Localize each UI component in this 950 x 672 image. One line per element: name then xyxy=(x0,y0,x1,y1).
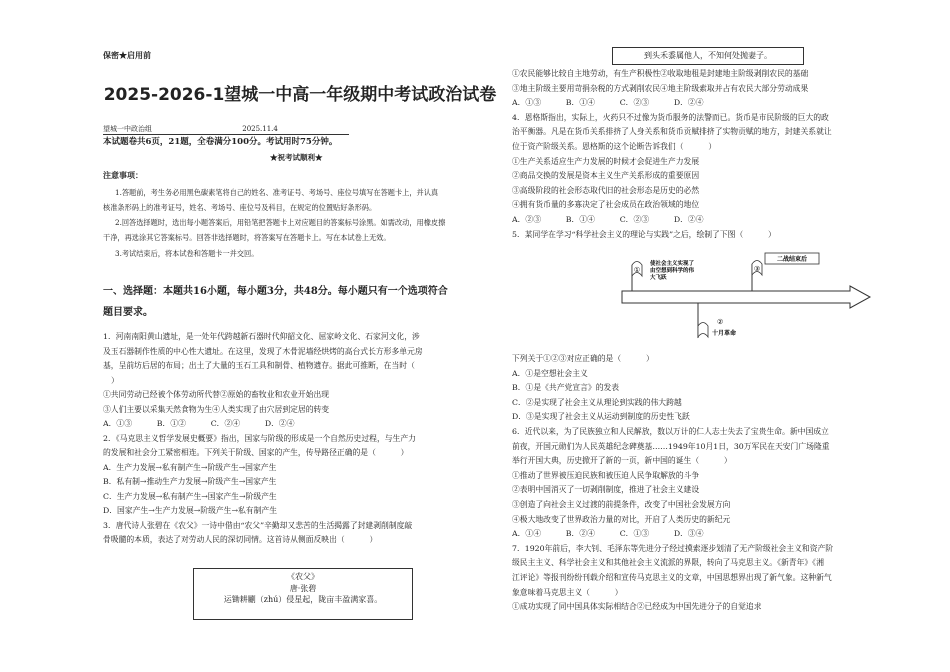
question-line: A．①是空想社会主义 xyxy=(512,368,588,378)
org-line xyxy=(103,124,349,135)
question-line: ①农民能够比较自主地劳动，有生产积极性②收取地租是封建地主阶级剥削农民的基础 xyxy=(512,69,809,78)
question-line: A．①③ B．①② C．②④ D．②④ xyxy=(103,419,295,428)
question-line: ） xyxy=(111,375,119,385)
question-line: A．①③ B．①④ C．②③ D．②④ xyxy=(512,98,704,108)
flag-2-icon xyxy=(698,323,708,338)
note-item: 核准条形码上的准考证号，姓名、考场号、座位号及科目，在规定的位置贴好条形码。 xyxy=(103,203,377,213)
notes-list xyxy=(103,185,508,261)
org-date: 2025.11.4 xyxy=(242,125,278,133)
question-line: ②表明中国消灭了一切剥削制度，推进了社会主义建设 xyxy=(512,485,700,495)
question-line: ①共同劳动已经被个体劳动所代替②原始的畜牧业和农业开始出现 xyxy=(103,390,330,399)
question-line: 4．恩格斯指出，实际上，火药只不过像为货币服务的法警而已。货币是市民阶级的巨大的政 xyxy=(512,112,829,122)
section-heading xyxy=(103,281,513,323)
question-line: 6．近代以来，为了民族独立和人民解放，数以万计的仁人志士失去了宝贵生命。新中国成立 xyxy=(512,426,829,436)
wish-text: ★祝考试顺利★ xyxy=(270,153,323,162)
section-line: 题目要求。 xyxy=(103,307,153,318)
note-item: 3.考试结束后，将本试卷和答题卡一并交回。 xyxy=(115,248,259,258)
timeline-diagram xyxy=(620,250,880,360)
question-line: ①生产关系适应生产力发展的时候才会促进生产力发展 xyxy=(512,156,700,166)
question-line: 2．《马克思主义哲学发展史概要》指出，国家与阶级的形成是一个自然历史过程，与生产力 xyxy=(103,433,416,443)
diagram-num-2: ② xyxy=(717,318,724,326)
question-line: ③地主阶级主要用苛捐杂税的方式剥削农民④地主阶级索取并占有农民大部分劳动成果 xyxy=(512,83,809,93)
question-line: 举行开国大典，历史掀开了新的一页，新中国的诞生（ ） xyxy=(512,456,732,466)
question-line: 级民主主义、科学社会主义和其他社会主义流派的界限，转向了马克思主义。《新青年》《湘 xyxy=(512,558,824,568)
question-line: D．③是实现了社会主义从运动到制度的历史性飞跃 xyxy=(512,412,690,422)
poem-box-continued: 到头禾黍属他人，不知何处抛妻子。 xyxy=(612,47,804,65)
left-questions xyxy=(103,330,508,548)
question-line: ④极大地改变了世界政治力量的对比，开启了人类历史的新纪元 xyxy=(512,514,731,524)
question-line: 骨吸髓的本质，表达了对劳动人民的深切同情。这首诗从侧面反映出（ ） xyxy=(103,535,378,544)
poem-line: 运锄耕劚（zhú）侵星起，陇亩丰盈满家喜。 xyxy=(223,595,383,605)
diagram-label-october: 十月革命 xyxy=(712,330,737,337)
poem-title: 《农父》 xyxy=(287,572,319,581)
note-item: 2.回答选择题时，选出每小题答案后，用铅笔把答题卡上对应题目的答案标号涂黑。如需改动，用橡皮擦 xyxy=(115,218,446,228)
question-line: 象意味着马克思主义（ ） xyxy=(512,587,623,597)
org-name: 望城一中政治组 xyxy=(103,125,152,133)
question-line: 的发展和社会分工紧密相连。下列关于阶级、国家的产生，传导路径正确的是（ ） xyxy=(103,448,409,457)
question-line: 江评论》等报刊纷纷刊载介绍和宣传马克思主义的文章，中国思想界出现了新气象。这种新气 xyxy=(512,572,832,582)
timeline-arrow xyxy=(622,286,870,308)
question-line: ③创造了向社会主义过渡的前提条件，改变了中国社会发展方向 xyxy=(512,499,731,509)
diagram-label-2: 二战结束后 xyxy=(776,256,808,263)
section-line: 一、选择题：本题共16小题，每小题3分，共48分。每小题只有一个选项符合 xyxy=(103,286,448,297)
question-line: 及玉石器制作性质的中心性大遗址。在这里，发现了木骨泥墙经烘烤的高台式长方形多单元房 xyxy=(103,346,423,356)
exam-info: 本试题卷共6页，21题，全卷满分100分。考试用时75分钟。 xyxy=(103,137,338,147)
question-line: 下列关于①②③对应正确的是（ ） xyxy=(512,354,654,363)
question-line: C．生产力发展→私有制产生→国家产生→阶级产生 xyxy=(103,491,277,501)
question-line: 治平衡器。凡是在货币关系排挤了人身关系和货币贡赋排挤了实物贡赋的地方，封建关系就让 xyxy=(512,127,832,137)
question-line: A．①④ B．②④ C．①③ D．③④ xyxy=(512,529,704,539)
question-line: ④拥有货币量的多寡决定了社会成员在政治领域的地位 xyxy=(512,200,700,210)
question-line: 前夜，开国元勋们为人民英雄纪念碑奠基……1949年10月1日，30万军民在天安门广场隆重 xyxy=(512,441,830,451)
notes-heading: 注意事项： xyxy=(103,170,143,180)
poem-box xyxy=(193,568,413,620)
question-line: A．生产力发展→私有制产生→阶级产生→国家产生 xyxy=(103,462,277,472)
question-line: 1．河南南阳黄山遗址，是一处年代跨越新石器时代仰韶文化、屈家岭文化、石家河文化，涉 xyxy=(103,332,420,341)
question-line: C．②是实现了社会主义从理论到实践的伟大跨越 xyxy=(512,397,682,407)
question-line: B．①是《共产党宣言》的发表 xyxy=(512,383,620,393)
question-line: ②商品交换的发展是资本主义生产关系形成的重要原因 xyxy=(512,171,700,181)
note-item: 干净，再选涂其它答案标号。回答非选择题时，将答案写在答题卡上。写在本试卷上无效。 xyxy=(103,233,391,243)
question-line: 5．某同学在学习“科学社会主义的理论与实践”之后，绘制了下图（ ） xyxy=(512,229,776,239)
question-line: 7．1920年前后，李大钊、毛泽东等先进分子经过摸索逐步划清了无产阶级社会主义和资产阶 xyxy=(512,543,834,553)
right-questions-2 xyxy=(512,352,922,615)
question-line: A．②③ B．①④ C．②③ D．②④ xyxy=(512,214,704,224)
question-line: 位于资产阶级关系。恩格斯的这个论断告诉我们（ ） xyxy=(512,141,717,151)
note-item: 1.答题前，考生务必用黑色碳素笔将自己的姓名、准考证号、考场号、座位号填写在答题卡上，并认真 xyxy=(115,188,439,197)
diagram-label-1: 使社会主义实现了 由空想到科学的伟 大飞跃 xyxy=(650,261,695,281)
poem-author: 唐·张碧 xyxy=(289,583,317,593)
question-line: D．国家产生→生产力发展→阶级产生→私有制产生 xyxy=(103,506,277,515)
question-line: ③高级阶段的社会形态取代旧的社会形态是历史的必然 xyxy=(512,185,700,195)
secret-label: 保密★启用前 xyxy=(103,50,151,60)
question-line: 基，呈前坊后居的布局；出土了大量的玉石工具和制骨、植物遗存。据此可推断，在当时（ xyxy=(103,361,415,370)
question-line: ③人们主要以采集天然食物为生④人类实现了由穴居到定居的转变 xyxy=(103,404,330,414)
diagram-num-3: ③ xyxy=(753,265,761,273)
diagram-num-1: ① xyxy=(633,266,641,274)
question-line: B．私有制→推动生产力发展→阶级产生→国家产生 xyxy=(103,477,277,486)
question-line: ①推动了世界被压迫民族和被压迫人民争取解放的斗争 xyxy=(512,470,700,480)
page-title: 2025-2026-1望城一中高一年级期中考试政治试卷 xyxy=(103,85,497,105)
question-line: ①成功实现了同中国具体实际相结合②已经成为中国先进分子的自觉追求 xyxy=(512,602,762,612)
right-questions xyxy=(512,67,922,242)
question-line: 3．唐代诗人张碧在《农父》一诗中借由“农父”辛勤却又悲苦的生活揭露了封建剥削制度敲 xyxy=(103,520,413,530)
